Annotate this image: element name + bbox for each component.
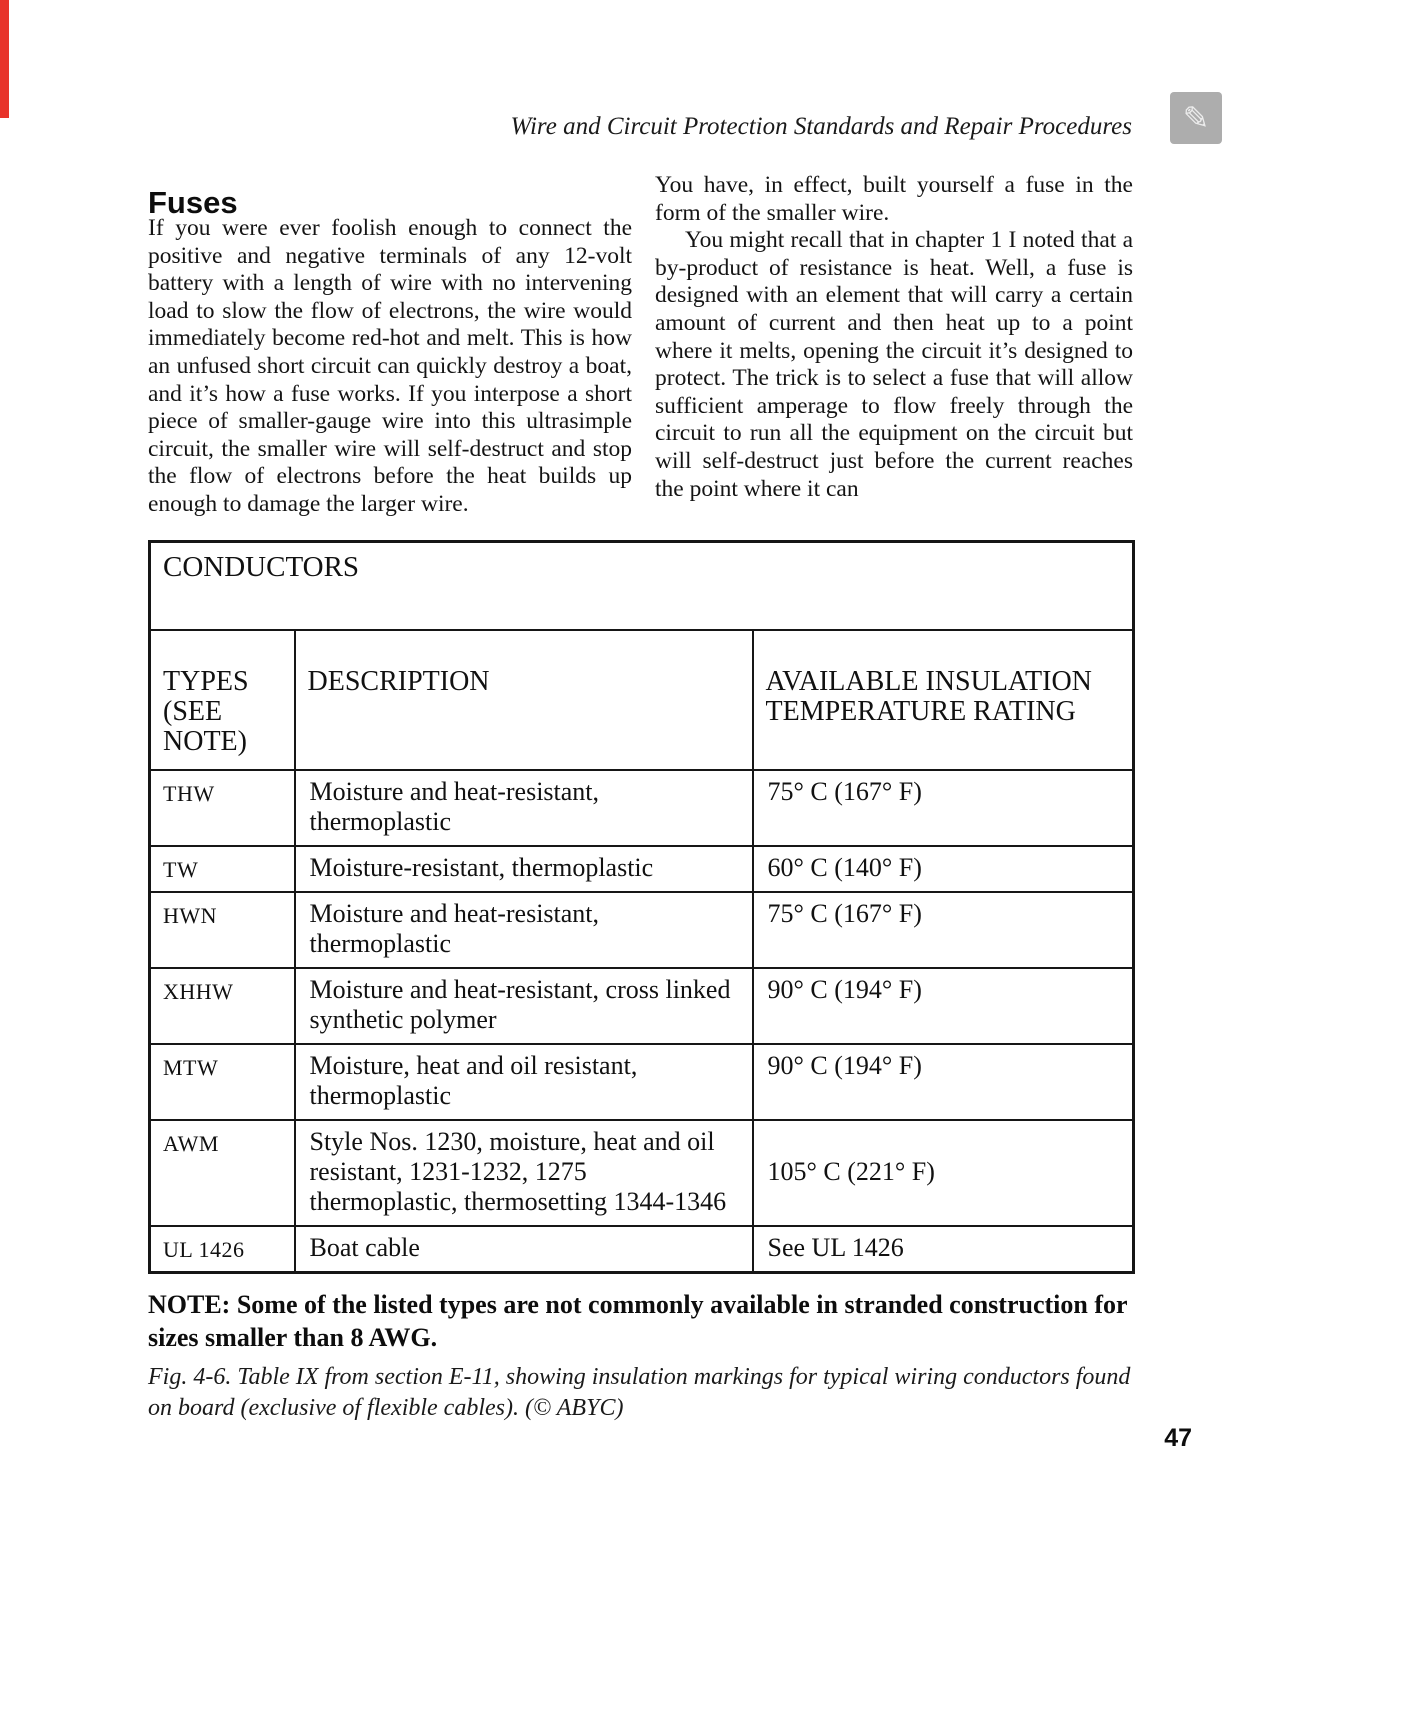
conductor-description: Moisture-resistant, thermoplastic: [295, 846, 753, 892]
conductor-rating: 60° C (140° F): [753, 846, 1134, 892]
conductor-type: MTW: [150, 1044, 295, 1120]
conductor-description: Moisture and heat-resistant, thermoplastic: [295, 770, 753, 846]
body-column-left: [148, 215, 632, 519]
conductor-description: Moisture, heat and oil resistant, thermoplastic: [295, 1044, 753, 1120]
conductor-type: XHHW: [150, 968, 295, 1044]
conductor-rating: See UL 1426: [753, 1226, 1134, 1273]
table-row: [150, 968, 1134, 1044]
conductor-type: THW: [150, 770, 295, 846]
conductor-description: Style Nos. 1230, moisture, heat and oil resistant, 1231-1232, 1275 thermoplastic, thermosetting 1344-1346: [295, 1120, 753, 1226]
table-row: [150, 1044, 1134, 1120]
table-row: [150, 1120, 1134, 1226]
column-header-rating: AVAILABLE INSULATION TEMPERATURE RATING: [753, 630, 1134, 770]
table-row: [150, 1226, 1134, 1273]
conductor-description: Moisture and heat-resistant, cross linked synthetic polymer: [295, 968, 753, 1044]
table-title-row: [150, 542, 1134, 631]
conductor-rating: 90° C (194° F): [753, 968, 1134, 1044]
table-header-row: [150, 630, 1134, 770]
table-note: NOTE: Some of the listed types are not commonly available in stranded construction for sizes smaller than 8 AWG.: [148, 1290, 1128, 1352]
paragraph: You might recall that in chapter 1 I noted that a by-product of resistance is heat. Well, a fuse is designed with an element that will carry a certain amount of current and then heat up to a point where it melts, opening the circuit it’s designed to protect. The trick is to select a fuse that will allow sufficient amperage to flow freely through the circuit to run all the equipment on the circuit but will self-destruct just before the current reaches the point where it can: [655, 227, 1133, 502]
paragraph: You have, in effect, built yourself a fuse in the form of the smaller wire.: [655, 172, 1133, 226]
column-header-types: TYPES (SEE NOTE): [150, 630, 295, 770]
conductor-type: UL 1426: [150, 1226, 295, 1273]
conductor-description: Boat cable: [295, 1226, 753, 1273]
tools-sketch-icon: ✎: [1170, 92, 1222, 144]
page-number: 47: [1164, 1424, 1192, 1452]
conductor-type: TW: [150, 846, 295, 892]
conductor-description: Moisture and heat-resistant, thermoplastic: [295, 892, 753, 968]
table-title: CONDUCTORS: [150, 542, 1134, 631]
table-row: [150, 846, 1134, 892]
column-header-description: DESCRIPTION: [295, 630, 753, 770]
table-row: [150, 770, 1134, 846]
conductor-rating: 75° C (167° F): [753, 770, 1134, 846]
conductor-type: AWM: [150, 1120, 295, 1226]
running-head: Wire and Circuit Protection Standards and Repair Procedures: [510, 113, 1132, 140]
figure-caption: Fig. 4-6. Table IX from section E-11, showing insulation markings for typical wiring conductors found on board (exclusive of flexible cables). (© ABYC): [148, 1364, 1131, 1421]
body-column-right: [655, 172, 1133, 503]
conductor-rating: 75° C (167° F): [753, 892, 1134, 968]
conductor-rating: 90° C (194° F): [753, 1044, 1134, 1120]
conductor-type: HWN: [150, 892, 295, 968]
conductor-rating: 105° C (221° F): [753, 1120, 1134, 1226]
paragraph: If you were ever foolish enough to connect the positive and negative terminals of any 12-volt battery with a length of wire with no intervening load to slow the flow of electrons, the wire would immediately become red-hot and melt. This is how an unfused short circuit can quickly destroy a boat, and it’s how a fuse works. If you interpose a short piece of smaller-gauge wire into this ultrasimple circuit, the smaller wire will self-destruct and stop the flow of electrons before the heat builds up enough to damage the larger wire.: [148, 215, 632, 517]
table-row: [150, 892, 1134, 968]
page-edge-red-mark: [0, 0, 9, 118]
conductors-table: [148, 540, 1135, 1274]
section-heading: Fuses: [148, 184, 238, 220]
